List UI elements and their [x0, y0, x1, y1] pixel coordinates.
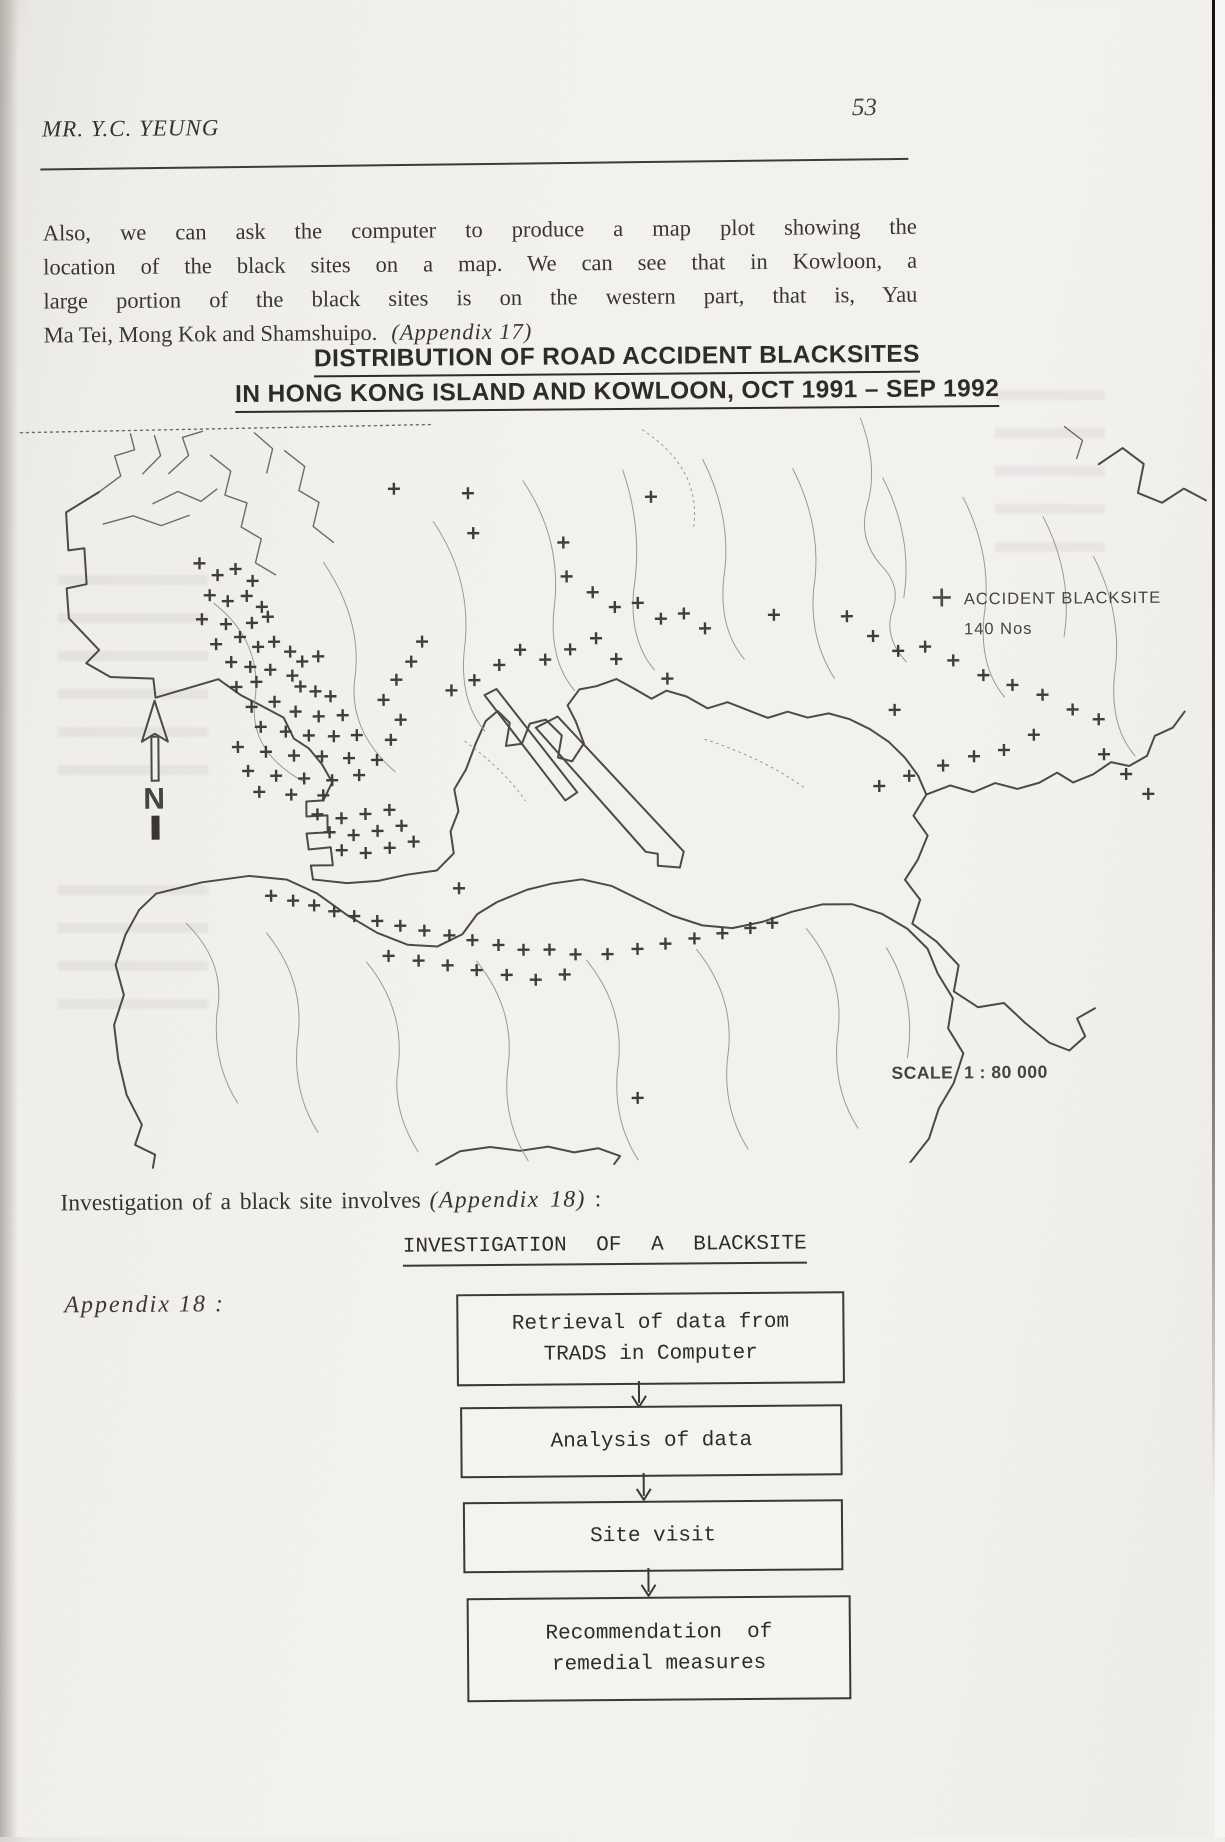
map-coast-detail [285, 450, 334, 542]
legend-count: 140 Nos [964, 620, 1033, 639]
appendix-18-reference: (Appendix 18) [430, 1186, 586, 1213]
map-interior-detail [697, 949, 749, 1149]
flowchart-arrow-down-icon [633, 1473, 655, 1501]
flowchart-step-line: Recommendation of [545, 1617, 772, 1650]
map-interior-detail [266, 932, 318, 1132]
northeast-coastline [926, 712, 1186, 795]
map-coast-detail [168, 431, 202, 473]
investigation-intro-colon: : [586, 1186, 602, 1212]
flowchart-step-recommendation [467, 1595, 852, 1702]
map-interior-detail [883, 478, 906, 598]
map-interior-detail [642, 429, 694, 529]
flowchart-step-line: Analysis of data [550, 1425, 752, 1458]
legend-label: ACCIDENT BLACKSITE [964, 589, 1162, 609]
investigation-intro-text: Investigation of a black site involves [60, 1188, 429, 1217]
flowchart-step-line: TRADS in Computer [543, 1338, 757, 1371]
map-scale-label: SCALE 1 : 80 000 [891, 1062, 1048, 1083]
east-kowloon-coastline [904, 793, 1095, 1051]
appendix-18-label: Appendix 18 : [64, 1291, 225, 1319]
map-title-line1: DISTRIBUTION OF ROAD ACCIDENT BLACKSITES [314, 341, 920, 378]
map-interior-detail [367, 962, 418, 1152]
map-interior-detail [793, 468, 835, 678]
flowchart-arrow-down-icon [637, 1568, 659, 1597]
paragraph-text: Ma Tei, Mong Kok and Shamshuipo. [44, 320, 378, 348]
kowloon-coastline [66, 486, 927, 886]
map-coast-detail [20, 424, 432, 432]
map-coast-detail [211, 455, 276, 575]
hong-kong-blacksite-map [2, 400, 1225, 1170]
map-interior-detail [433, 521, 485, 731]
map-coast-detail [142, 436, 160, 474]
northeast-islets [1099, 447, 1206, 503]
map-interior-detail [623, 470, 655, 670]
map-interior-detail [705, 739, 805, 790]
accident-blacksite-markers [193, 477, 1157, 1108]
north-arrow [142, 701, 169, 840]
map-coast-detail [103, 515, 189, 526]
flowchart-arrow-down-icon [628, 1381, 650, 1408]
hk-island-north-coastline [156, 870, 964, 1169]
aberdeen-coastline [436, 1146, 620, 1165]
header-rule [40, 158, 908, 171]
north-label: N [143, 783, 165, 816]
map-interior-detail [587, 960, 639, 1160]
map-interior-detail [806, 928, 858, 1128]
paragraph-line: location of the black sites on a map. We can see that in Kowloon, a [43, 244, 917, 285]
paragraph-line: large portion of the black sites is on the western part, that is, Yau [43, 278, 917, 319]
north-arrow-tail [151, 816, 159, 840]
body-paragraph [43, 210, 918, 353]
map-coast-detail [98, 434, 134, 492]
map-interior-detail [477, 961, 529, 1161]
kai-tak-runway [484, 688, 577, 801]
map-interior-detail [186, 923, 237, 1103]
flowchart-step-line: remedial measures [552, 1648, 766, 1681]
investigation-intro [60, 1186, 601, 1217]
flowchart-step-analysis [460, 1404, 843, 1478]
northeast-islets [1064, 426, 1082, 458]
flowchart-step-retrieval [456, 1291, 845, 1386]
flowchart-step-line: Retrieval of data from [512, 1307, 789, 1340]
appendix-17-reference: (Appendix 17) [391, 319, 532, 345]
map-legend [933, 587, 1162, 639]
map-interior-detail [860, 418, 906, 662]
flowchart-title: INVESTIGATION OF A BLACKSITE [403, 1233, 807, 1267]
page-number: 53 [852, 94, 877, 122]
map-coast-detail [153, 489, 217, 504]
map-coast-detail [254, 433, 272, 473]
map-interior-detail [1093, 556, 1135, 756]
map-title-line2: IN HONG KONG ISLAND AND KOWLOON, OCT 1991 – SEP 1992 [235, 375, 999, 413]
flowchart-step-site-visit [463, 1499, 844, 1573]
paragraph-line: Also, we can ask the computer to produce a map plot showing the [43, 210, 917, 251]
map-interior-detail [887, 948, 910, 1058]
plus-marker-icon [933, 588, 951, 606]
map-interior-detail [1043, 517, 1066, 637]
page-header-author: MR. Y.C. YEUNG [42, 115, 220, 142]
hk-island-west-coastline [113, 894, 158, 1170]
flowchart-step-line: Site visit [590, 1520, 716, 1552]
